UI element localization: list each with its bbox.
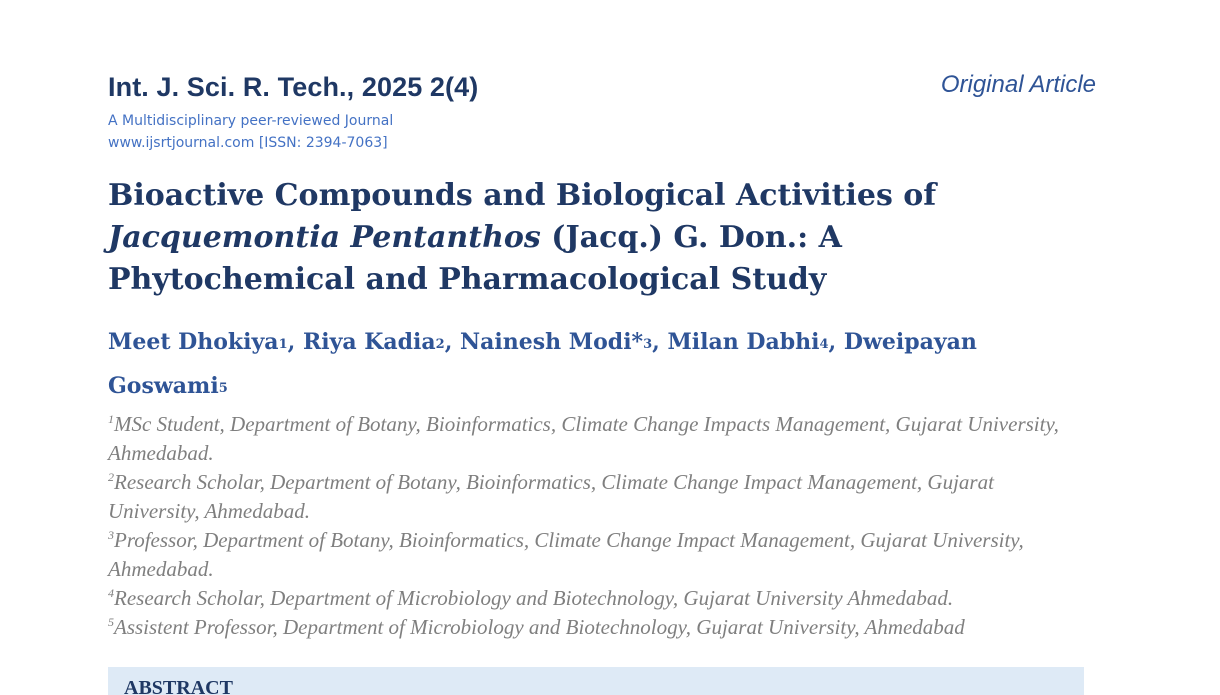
affiliation-number: 5 (108, 615, 114, 629)
title-line-2-rest: (Jacq.) G. Don.: A (540, 220, 842, 255)
affiliation-number: 1 (108, 412, 114, 426)
abstract-heading: ABSTRACT (124, 677, 233, 695)
affiliation-text: Professor, Department of Botany, Bioinformatics, Climate Change Impact Management, Gujarat University, Ahmedabad. (108, 528, 1024, 581)
author-name: Nainesh Modi* (460, 329, 644, 355)
affiliation-item (108, 613, 1088, 642)
author-name: Dweipayan Goswami (108, 329, 977, 399)
author-affiliation-mark: 3 (643, 337, 653, 352)
journal-title: Int. J. Sci. R. Tech., 2025 2(4) (108, 72, 479, 102)
author-name: Meet Dhokiya (108, 329, 279, 355)
affiliation-item (108, 526, 1088, 584)
journal-tagline: A Multidisciplinary peer-reviewed Journal (108, 113, 394, 129)
author-separator: , (652, 329, 668, 355)
author-name: Riya Kadia (302, 329, 436, 355)
article-title (108, 175, 1008, 301)
author-separator: , (828, 329, 844, 355)
abstract-section (108, 667, 1084, 695)
author-affiliation-mark: 5 (218, 381, 228, 396)
journal-website[interactable]: www.ijsrtjournal.com [ISSN: 2394-7063] (108, 135, 388, 151)
article-type-label: Original Article (940, 71, 1096, 98)
affiliation-item (108, 468, 1088, 526)
author-separator: , (287, 329, 303, 355)
affiliation-number: 4 (108, 586, 114, 600)
affiliation-number: 2 (108, 470, 114, 484)
affiliation-number: 3 (108, 528, 114, 542)
author-affiliation-mark: 1 (278, 337, 288, 352)
title-species-name: Jacquemontia Pentanthos (108, 220, 541, 255)
affiliation-list (108, 410, 1088, 642)
author-list (108, 322, 1048, 410)
title-line-1: Bioactive Compounds and Biological Activities of (108, 178, 937, 213)
affiliation-item (108, 410, 1088, 468)
affiliation-text: Research Scholar, Department of Microbiology and Biotechnology, Gujarat University Ahmedabad. (114, 586, 954, 610)
affiliation-text: MSc Student, Department of Botany, Bioinformatics, Climate Change Impacts Management, Gujarat University, Ahmedabad. (108, 412, 1059, 465)
affiliation-text: Research Scholar, Department of Botany, Bioinformatics, Climate Change Impact Management, Gujarat University, Ahmedabad. (108, 470, 994, 523)
author-separator: , (444, 329, 461, 355)
title-line-3: Phytochemical and Pharmacological Study (108, 262, 827, 297)
affiliation-text: Assistent Professor, Department of Microbiology and Biotechnology, Gujarat University, Ahmedabad (114, 615, 965, 639)
author-name: Milan Dabhi (667, 329, 820, 355)
author-affiliation-mark: 2 (435, 337, 445, 352)
author-affiliation-mark: 4 (819, 337, 829, 352)
affiliation-item (108, 584, 1088, 613)
